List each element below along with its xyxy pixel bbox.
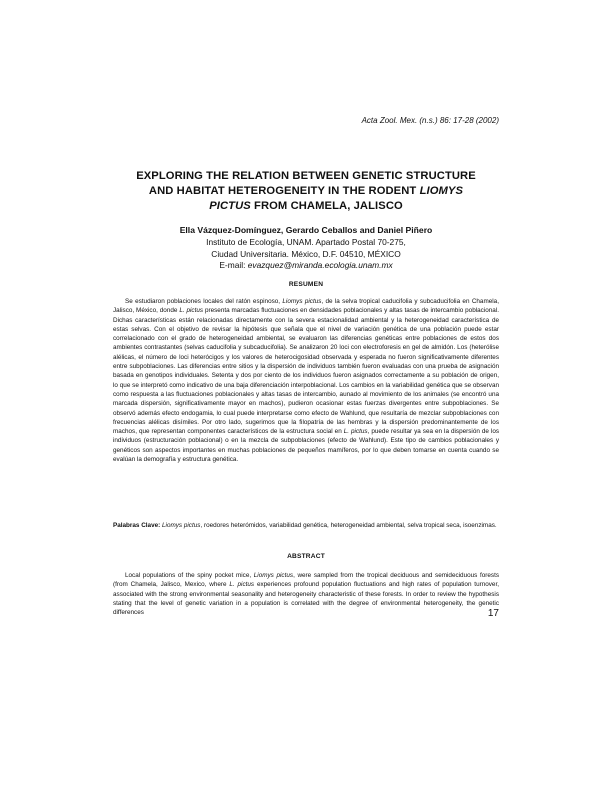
abstract-text-2: , were sampled from the tropical deciduous and semideciduous forests (from Chamela, Jalisco, Mexico, where [113,572,499,589]
abstract-heading: ABSTRACT [287,553,325,560]
title-line-1: EXPLORING THE RELATION BETWEEN GENETIC STRUCTURE [136,170,476,182]
affiliation-line-2: Ciudad Universitaria. México, D.F. 04510, MÉXICO [211,248,401,259]
email-label: E-mail: [219,260,248,270]
abstract-species-2: L. pictus [229,581,255,589]
title-line-2 [90,184,522,199]
resumen-text-3: presenta marcadas fluctuaciones en densidades poblacionales y altas tasas de intercambio poblacional. Dichas características están relacionadas directamente con la severa estacionalidad ambiental y la heterogeneidad característica de estas selvas. Con el objetivo de revisar la hipótesis que señala que el nivel de variación genética de una población puede estar correlacionado con el grado de heterogeneidad ambiental, se evaluaron las diferencias genéticas entre poblaciones de estos dos ambientes contrastantes (selvas caducifolia y subcaducifolia). Se analizaron 20 loci con electroforesis en gel de almidón. Los (heterólise alélicas, el número de loci heterócigos y los valores de heterocigosidad observada y esperada no fueron significativamente diferentes entre subpoblaciones. Las diferencias entre sitios y la dispersión de individuos también fueron evaluadas con una prueba de asignación basada en genotipos individuales. Setenta y dos por ciento de los individuos fueron asignados correctamente a su población de origen, lo que se interpretó como indicativo de una baja diferenciación interpoblacional. Los cambios en la variabilidad genética que se observan como respuesta a las fluctuaciones poblacionales y altas tasas de intercambio, aunado al movimiento de los animales (se encontró una marcada dispersión, significativamente mayor en machos), pudieron ocasionar estas fuerzas divergentes entre subpoblaciones. Se observó además efecto endogamia, lo cual puede interpretarse como efecto de Wahlund, que resultaría de mezclar subpoblaciones con frecuencias alélicas disímiles. Por otro lado, sugerimos que la filopatría de las hembras y la dispersión predominantemente de los machos, que representan componentes característicos de la estructura social en [113,307,499,436]
keywords-list: , roedores heterómidos, variabilidad genética, heterogeneidad ambiental, selva tropical seca, isoenzimas. [200,522,497,529]
title-genus: LIOMYS [419,185,464,197]
title-species: PICTUS [209,200,251,212]
page-number: 17 [487,608,499,619]
resumen-text-4: , puede resultar ya sea en la dispersión de los individuos (estructuración poblacional) o en la mezcla de subpoblaciones (efecto de Wahlund). Este tipo de cambios poblacionales y genéticos son aspectos importantes en muchas poblaciones de pequeños mamíferos, por lo que deben tomarse en cuenta cuando se evalúan la demografía y estructura genética. [113,428,500,464]
resumen-species-1: Liomys pictus [282,298,322,305]
resumen-text-2: , de la selva tropical caducifolia y subcaducifolia en Chamela, Jalisco, México, donde [113,298,499,315]
title-line-3 [90,199,522,214]
affiliation-email-line [90,260,522,272]
resumen-species-2: L. pictus [179,307,204,315]
article-title [90,169,522,214]
abstract-species-1: Liomys pictus [253,572,294,579]
affiliation-line-1: Instituto de Ecología, UNAM. Apartado Postal 70-275, [206,237,406,247]
resumen-text-1: Se estudiaron poblaciones locales del ratón espinoso, [125,298,283,305]
resumen-heading: RESUMEN [288,281,324,288]
abstract-text-3: experiences profound population fluctuations and high rates of population turnover, associated with the strong environmental seasonality and heterogeneity characteristic of these forests. In order to review the hypothesis stating that the level of genetic variation in a population is correlated with the degree of environmental heterogeneity, the genetic differences [113,581,499,617]
title-line-3-text: FROM CHAMELA, JALISCO [250,200,403,212]
abstract-body [113,571,499,617]
abstract-text-1: Local populations of the spiny pocket mice, [125,572,254,579]
affiliation [90,237,522,272]
keywords-species: Liomys pictus [162,522,201,529]
resumen-species-3: L. pictus [343,428,368,436]
title-line-2-text: AND HABITAT HETEROGENEITY IN THE RODENT [148,185,420,197]
journal-citation: Acta Zool. Mex. (n.s.) 86: 17-28 (2002) [361,116,499,125]
author-list: Ella Vázquez-Domínguez, Gerardo Ceballos and Daniel Piñero [179,225,433,235]
resumen-body [113,297,499,464]
keywords-label: Palabras Clave: [113,522,163,529]
email-address[interactable]: evazquez@miranda.ecologia.unam.mx [247,260,393,270]
resumen-keywords [113,521,499,530]
